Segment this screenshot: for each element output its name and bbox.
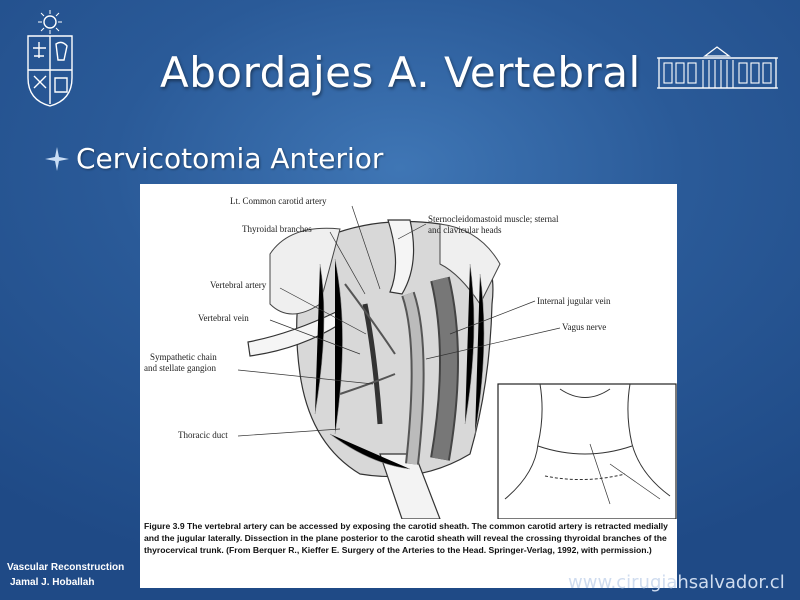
- surgical-illustration: [140, 184, 677, 519]
- footer-book-title: Vascular Reconstruction: [7, 562, 125, 573]
- figure-caption: Figure 3.9 The vertebral artery can be accessed by exposing the carotid sheath. The common carotid artery is retracted medially and the jugular laterally. Dissection in the plane posterior to the carotid sheath will reveal the crossing thyroidal branches of the thyrocervical trunk. (From Berquer R., Kieffer E. Surgery of the Arteries to the Head. Springer-Verlag, 1992, with permission.): [144, 521, 668, 555]
- label-sternocleidomastoid-line2: and clavicular heads: [428, 225, 502, 235]
- footer-author: Jamal J. Hoballah: [10, 577, 95, 588]
- label-sympathetic-chain: Sympathetic chain: [150, 352, 217, 362]
- label-vagus-nerve: Vagus nerve: [562, 322, 607, 332]
- label-sternocleidomastoid: Sternocleidomastoid muscle; sternal: [428, 214, 559, 224]
- university-crest-icon: [20, 8, 80, 108]
- footer-website: www.cirugiahsalvador.cl: [568, 572, 785, 593]
- label-thyroidal-branches: Thyroidal branches: [242, 224, 312, 234]
- bullet-text: Cervicotomia Anterior: [76, 142, 384, 175]
- label-lt-common-carotid: Lt. Common carotid artery: [230, 196, 327, 206]
- sparkle-bullet-icon: [44, 146, 70, 172]
- label-internal-jugular-vein: Internal jugular vein: [537, 296, 611, 306]
- label-thoracic-duct: Thoracic duct: [178, 430, 228, 440]
- anatomical-figure: [140, 184, 677, 588]
- footer-source: [7, 560, 124, 590]
- bullet-item: [44, 142, 383, 175]
- slide-title: Abordajes A. Vertebral: [160, 48, 641, 97]
- label-vertebral-artery: Vertebral artery: [210, 280, 267, 290]
- label-vertebral-vein: Vertebral vein: [198, 313, 249, 323]
- label-sympathetic-chain-line2: and stellate gangion: [144, 363, 216, 373]
- building-icon: [655, 44, 780, 92]
